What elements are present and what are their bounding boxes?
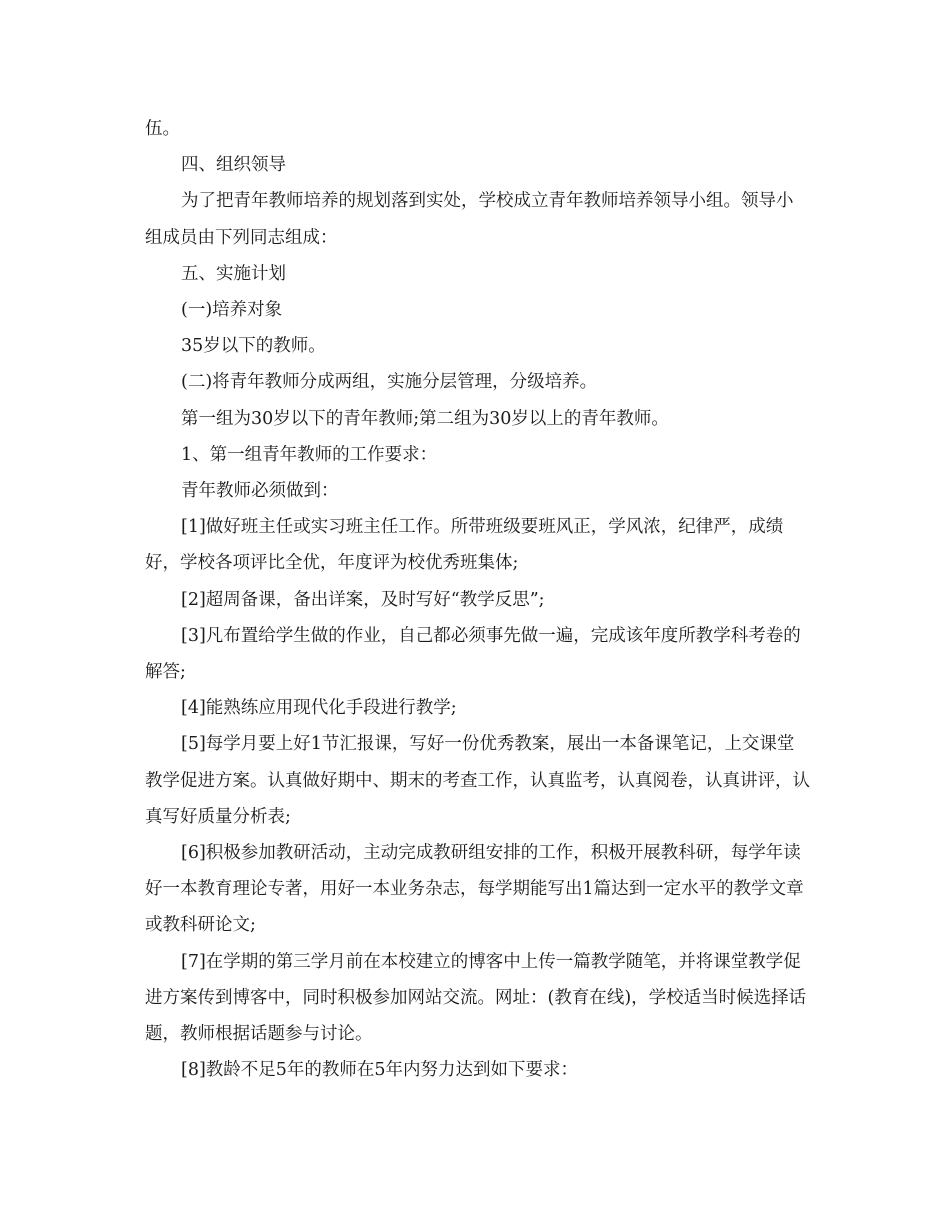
paragraph-continuation: 伍。 <box>145 119 180 139</box>
list-item-1: [1]做好班主任或实习班主任工作。所带班级要班风正，学风浓，纪律严，成绩好，学校各项评比全优，年度评为校优秀班集体; <box>145 517 784 574</box>
list-item-5: [5]每学月要上好1节汇报课，写好一份优秀教案，展出一本备课笔记，上交课堂教学促进方案。认真做好期中、期末的考查工作，认真监考，认真阅卷，认真讲评，认真写好质量分析表; <box>145 734 810 827</box>
list-item-6: [6]积极参加教研活动，主动完成教研组安排的工作，积极开展教科研，每学年读好一本教育理论专著，用好一本业务杂志，每学期能写出1篇达到一定水平的教学文章或教科研论文; <box>145 843 804 936</box>
subheading-grouping: (二)将青年教师分成两组，实施分层管理，分级培养。 <box>181 372 598 393</box>
list-item-8: [8]教龄不足5年的教师在5年内努力达到如下要求： <box>181 1060 579 1081</box>
document-body <box>145 111 810 1088</box>
heading-organization-leadership: 四、组织领导 <box>181 155 286 176</box>
list-item-7: [7]在学期的第三学月前在本校建立的博客中上传一篇教学随笔，并将课堂教学促进方案传到博客中，同时积极参加网站交流。网址：(教育在线)，学校适当时候选择话题，教师根据话题参与讨论。 <box>145 951 807 1045</box>
paragraph-target-age: 35岁以下的教师。 <box>181 336 326 357</box>
paragraph-must-do: 青年教师必须做到： <box>181 481 339 502</box>
subheading-group-one-requirements: 1、第一组青年教师的工作要求： <box>181 444 438 465</box>
heading-implementation-plan: 五、实施计划 <box>181 263 286 284</box>
subheading-training-target: (一)培养对象 <box>181 300 283 321</box>
paragraph-leadership-group: 为了把青年教师培养的规划落到实处，学校成立青年教师培养领导小组。领导小组成员由下列同志组成： <box>145 191 794 248</box>
paragraph-group-definition: 第一组为30岁以下的青年教师;第二组为30岁以上的青年教师。 <box>181 408 669 429</box>
list-item-3: [3]凡布置给学生做的作业，自己都必须事先做一遍，完成该年度所教学科考卷的解答; <box>145 625 801 683</box>
list-item-2: [2]超周备课，备出详案，及时写好“教学反思”; <box>181 589 545 610</box>
list-item-4: [4]能熟练应用现代化手段进行教学; <box>181 698 457 719</box>
